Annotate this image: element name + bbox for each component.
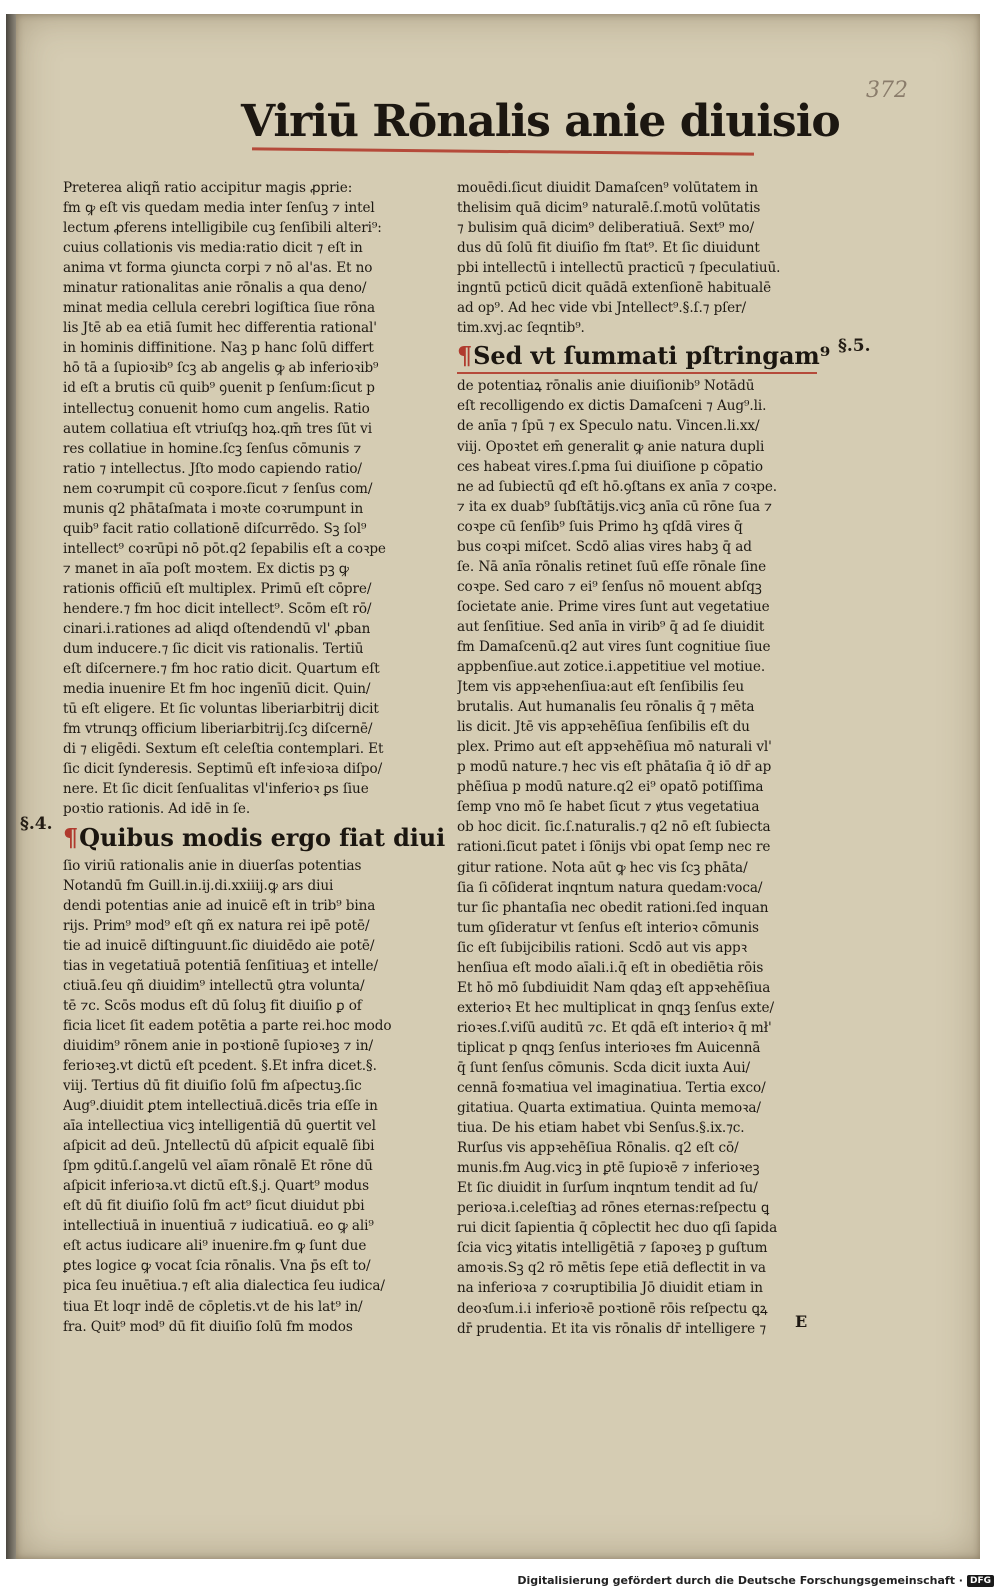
section-heading-right-text: Sed vt ſummati pſtringam⁹ xyxy=(473,341,831,371)
text-line: appbenſiue.aut zotice.i.appetitiue vel motiue. xyxy=(457,659,766,676)
title-underline xyxy=(252,147,754,155)
text-line: gitur ratione. Nota aūt ꝙ hec vis ſcꝫ phāta/ xyxy=(457,859,748,876)
text-line: id eſt a brutis cū quib⁹ ꝯuenit p ſenſum:ſicut p xyxy=(63,380,375,397)
text-line: res collatiue in homine.ſcꝫ ſenſus cōmunis ⁊ xyxy=(63,440,362,457)
text-line: tie ad inuicē diſtinguunt.ſic diuidēdo aie potē/ xyxy=(63,937,375,954)
text-line: rationis officiū eſt multiplex. Primū eſt cōpre/ xyxy=(63,580,372,597)
text-line: cennā foꝛmatiua vel imaginatiua. Tertia exco/ xyxy=(457,1080,766,1097)
text-line: viij. Tertius dū fit diuiſio ſolū fm aſpectuꝫ.ſic xyxy=(63,1078,362,1095)
text-line: in hominis diffinitione. Naꝫ p hanc ſolū differt xyxy=(63,340,374,357)
text-line: de potentiaꝝ rōnalis anie diuiſionib⁹ Notādū xyxy=(457,378,755,395)
text-line: Rurſus vis appꝛehēſiua Rōnalis. q2 eſt cō/ xyxy=(457,1140,739,1157)
credit-text: Digitalisierung gefördert durch die Deutsche Forschungsgemeinschaft · xyxy=(517,1574,963,1587)
text-line: dr̄ prudentia. Et ita vis rōnalis dr̄ intelligere ⁊ xyxy=(457,1320,766,1337)
text-line: cuius collationis vis media:ratio dicit ⁊ eſt in xyxy=(63,240,363,257)
right-column-paragraph-2 xyxy=(457,376,829,1338)
text-line: cinari.i.rationes ad aliqd oſtendendū vl' ꝓban xyxy=(63,621,371,638)
text-line: deoꝛſum.i.i inferioꝛē poꝛtionē rōis reſpectu ꝗꝝ xyxy=(457,1300,768,1317)
text-line: ſia ſi cōſiderat inqntum natura quedam:voca/ xyxy=(457,879,763,896)
pilcrow-icon: ¶ xyxy=(63,822,79,852)
text-line: Et hō mō ſubdiuidit Nam qdaꝫ eſt appꝛehēſiua xyxy=(457,979,771,996)
text-line: minat media cellula cerebri logiſtica ſiue rōna xyxy=(63,300,376,317)
text-line: eſt dū fit diuiſio ſolū fm act⁹ ſicut diuidut pbi xyxy=(63,1198,365,1215)
text-line: ratio ⁊ intellectus. Jſto modo capiendo ratio/ xyxy=(63,460,362,477)
text-line: Jtem vis appꝛehenſiua:aut eſt ſenſibilis ſeu xyxy=(457,679,745,696)
catchword: E xyxy=(795,1312,808,1331)
left-column-paragraph-1 xyxy=(63,178,433,820)
dfg-logo[interactable]: DFG xyxy=(967,1575,994,1587)
text-line: anima vt forma ꝯiuncta corpi ⁊ nō al'as. Et no xyxy=(63,260,373,277)
text-line: ferioꝛeꝫ.vt dictū eſt pcedent. §.Et infra dicet.§. xyxy=(63,1057,377,1074)
text-line: ces habeat vires.ſ.pma ſui diuiſione p cōpatio xyxy=(457,458,763,475)
text-line: na inferioꝛa ⁊ coꝛruptibilia Jō diuidit etiam in xyxy=(457,1280,763,1297)
text-line: fm ꝙ eſt vis quedam media inter ſenſuꝫ ⁊ intel xyxy=(63,200,375,217)
text-line: henſiua eſt modo aīali.i.q̄ eſt in obediētia rōis xyxy=(457,959,764,976)
text-line: dus dū ſolū fit diuiſio fm ſtat⁹. Et ſic diuidunt xyxy=(457,240,760,257)
text-line: Notandū fm Guill.in.ij.di.xxiiij.ꝙ ars diui xyxy=(63,877,334,894)
text-line: coꝛpe. Sed caro ⁊ ei⁹ ſenſus nō mouent abſqꝫ xyxy=(457,578,762,595)
text-line: ob hoc dicit. ſic.ſ.naturalis.⁊ q2 nō eſt ſubiecta xyxy=(457,819,771,836)
section-heading-right xyxy=(457,338,829,374)
text-line: fm Damaſcenū.q2 aut vires ſunt cognitiue ſiue xyxy=(457,638,771,655)
text-line: tiua Et loqr indē de cōpletis.vt de his lat⁹ in/ xyxy=(63,1298,363,1315)
text-line: ingntū pcticū dicit quādā extenſionē habitualē xyxy=(457,280,772,297)
text-line: ctiuā.ſeu qñ diuidim⁹ intellectū ꝯtra volunta/ xyxy=(63,977,365,994)
text-line: tim.xvj.ac ſeqntib⁹. xyxy=(457,320,585,337)
text-line: intellect⁹ coꝛrūpi nō pōt.q2 ſepabilis eſt a coꝛpe xyxy=(63,540,386,557)
text-line: pica ſeu inuētiua.⁊ eſt alia dialectica ſeu iudica/ xyxy=(63,1278,385,1295)
text-line: lectum ꝓferens intelligibile cuꝫ ſenſibili alteri⁹: xyxy=(63,220,382,237)
text-line: viij. Opoꝛtet em̄ generalit ꝙ anie natura dupli xyxy=(457,438,765,455)
text-line: de anīa ⁊ ſpū ⁊ ex Speculo natu. Vincen.li.xx/ xyxy=(457,418,760,435)
text-line: tē ⁊c. Scōs modus eſt dū ſoluꝫ fit diuiſio ꝑ of xyxy=(63,997,362,1014)
text-line: ne ad ſubiectū qđ eſt hō.ꝯſtans ex anīa ⁊ coꝛpe. xyxy=(457,478,778,495)
page-title: Viriū Rōnalis anie diuisio xyxy=(241,96,840,147)
text-line: ſcia vicꝫ ꝟitatis intelligētiā ⁊ ſapoꝛeꝫ p guſtum xyxy=(457,1240,768,1257)
text-line: aīa intellectiua vicꝫ intelligentiā dū ꝯuertit vel xyxy=(63,1118,376,1135)
text-line: ſpm ꝯditū.ſ.angelū vel aīam rōnalē Et rōne dū xyxy=(63,1158,373,1175)
text-line: p modū nature.⁊ hec vis eſt phātaſia q̄ iō dr̄ ap xyxy=(457,759,772,776)
text-line: fra. Quit⁹ mod⁹ dū fit diuiſio ſolū fm modos xyxy=(63,1318,353,1335)
text-line: tum ꝯſideratur vt ſenſus eſt interioꝛ cōmunis xyxy=(457,919,759,936)
text-line: ſic eſt ſubijcibilis rationi. Scdō aut vis appꝛ xyxy=(457,939,747,956)
text-line: ſio viriū rationalis anie in diuerſas potentias xyxy=(63,857,362,874)
text-line: ⁊ bulisim quā dicim⁹ deliberatiuā. Sext⁹ mo/ xyxy=(457,220,754,237)
text-line: ſemp vno mō ſe habet ſicut ⁊ ꝟtus vegetatiua xyxy=(457,799,760,816)
text-column-right xyxy=(457,178,829,1339)
text-line: brutalis. Aut humanalis ſeu rōnalis q̄ ⁊ mēta xyxy=(457,699,755,716)
text-line: intellectuꝫ conuenit homo cum angelis. Ratio xyxy=(63,400,370,417)
text-line: intellectiuā in inuentiuā ⁊ iudicatiuā. eo ꝙ ali⁹ xyxy=(63,1218,374,1235)
text-line: tiua. De his etiam habet vbi Senſus.§.ix.⁊c. xyxy=(457,1120,745,1137)
right-column-paragraph-1 xyxy=(457,178,829,338)
text-line: poꝛtio rationis. Ad idē in ſe. xyxy=(63,801,251,818)
text-line: ⁊ manet in aīa poſt moꝛtem. Ex dictis pꝫ ꝙ xyxy=(63,560,349,577)
text-line: ſic dicit ſynderesis. Septimū eſt infeꝛioꝛa diſpo/ xyxy=(63,761,383,778)
text-line: ꝑtes logice ꝙ vocat ſcia rōnalis. Vna p̄s eſt to/ xyxy=(63,1258,371,1275)
text-line: di ⁊ eligēdi. Sextum eſt celeſtia contemplari. Et xyxy=(63,741,384,758)
text-line: dum inducere.⁊ ſic dicit vis rationalis. Tertiū xyxy=(63,641,364,658)
text-line: rui dicit ſapientia q̄ cōplectit hec duo qſi ſapida xyxy=(457,1220,778,1237)
text-line: munis.fm Aug.vicꝫ in ꝑtē ſupioꝛē ⁊ inferioꝛeꝫ xyxy=(457,1160,760,1177)
text-line: thelisim quā dicim⁹ naturalē.ſ.motū volūtatis xyxy=(457,200,761,217)
text-line: ſocietate anie. Prime vires ſunt aut vegetatiue xyxy=(457,598,770,615)
text-line: hō tā a ſupioꝛib⁹ ſcꝫ ab angelis ꝙ ab inferioꝛib⁹ xyxy=(63,360,379,377)
text-line: coꝛpe cū ſenſib⁹ ſuis Primo hꝫ qſdā vires q̄ xyxy=(457,518,743,535)
text-line: nem coꝛrumpit cū coꝛpore.ſicut ⁊ ſenſus com/ xyxy=(63,480,373,497)
marginal-note-right: §.5. xyxy=(838,336,871,356)
text-line: amoꝛis.Sꝫ q2 rō mētis ſepe etiā deflectit in va xyxy=(457,1260,766,1277)
text-line: pbi intellectū i intellectū practicū ⁊ ſpeculatiuū. xyxy=(457,260,781,277)
text-line: tias in vegetatiuā potentiā ſenſitiuaꝫ et intelle/ xyxy=(63,957,378,974)
text-line: rioꝛes.ſ.viſū auditū ⁊c. Et qdā eſt interioꝛ q̄ mł' xyxy=(457,1019,772,1036)
text-line: lis dicit. Jtē vis appꝛehēſiua ſenſibilis eſt du xyxy=(457,719,750,736)
marginal-note-left: §.4. xyxy=(20,814,53,834)
text-line: media inuenire Et fm hoc ingenīū dicit. Quin/ xyxy=(63,681,371,698)
text-column-left xyxy=(63,178,446,1337)
text-line: aut ſenſitiue. Sed anīa in virib⁹ q̄ ad ſe diuidit xyxy=(457,618,765,635)
text-line: ſe. Nā anīa rōnalis retinet ſuū eſſe rōnale ſine xyxy=(457,558,767,575)
digitization-credit xyxy=(517,1574,994,1587)
text-line: rijs. Prim⁹ mod⁹ eſt qñ ex natura rei ipē potē/ xyxy=(63,917,370,934)
text-line: tū eſt eligere. Et ſic voluntas liberiarbitrij dicit xyxy=(63,701,379,718)
text-line: tiplicat p qnqꝫ ſenſus interioꝛes fm Auicennā xyxy=(457,1039,761,1056)
text-line: Et ſic diuidit in ſurſum inqntum tendit ad ſu/ xyxy=(457,1180,758,1197)
section-heading-left xyxy=(63,820,446,856)
text-line: mouēdi.ſicut diuidit Damaſcen⁹ volūtatem in xyxy=(457,180,759,196)
text-line: ficia licet ſit eadem potētia a parte rei.hoc modo xyxy=(63,1017,392,1034)
text-line: bus coꝛpi miſcet. Scdō alias vires habꝫ q̄ ad xyxy=(457,538,752,555)
text-line: aſpicit ad deū. Jntellectū dū aſpicit equalē ſibi xyxy=(63,1138,375,1155)
folio-number: 372 xyxy=(866,78,908,103)
text-line: Aug⁹.diuidit ꝑtem intellectiuā.dicēs tria eſſe in xyxy=(63,1098,378,1115)
text-line: munis q2 phātaſmata i moꝛte coꝛrumpunt in xyxy=(63,500,364,517)
text-line: Preterea aliqñ ratio accipitur magis ꝓprie: xyxy=(63,180,353,196)
text-line: rationi.ſicut patet i ſōnijs vbi opat ſemp nec re xyxy=(457,839,771,856)
text-line: dendi potentias anie ad inuicē eſt in trib⁹ bina xyxy=(63,897,376,914)
text-line: lis Jtē ab ea etiā ſumit hec differentia rational' xyxy=(63,320,377,337)
text-line: fm vtrunqꝫ officium liberiarbitrij.ſcꝫ diſcernē/ xyxy=(63,721,373,738)
text-line: q̄ ſunt ſenſus cōmunis. Scda dicit iuxta Aui/ xyxy=(457,1059,751,1076)
text-line: diuidim⁹ rōnem anie in poꝛtionē ſupioꝛeꝫ ⁊ in/ xyxy=(63,1037,373,1054)
text-line: ⁊ ita ex duab⁹ ſubſtātijs.vicꝫ anīa cū rōne ſua ⁊ xyxy=(457,498,772,515)
text-line: gitatiua. Quarta extimatiua. Quinta memoꝛa/ xyxy=(457,1100,761,1117)
text-line: perioꝛa.i.celeſtiaꝫ ad rōnes eternas:reſpectu ꝗ xyxy=(457,1200,770,1217)
text-line: hendere.⁊ fm hoc dicit intellect⁹. Scōm eſt rō/ xyxy=(63,600,372,617)
text-line: tur ſic phantaſia nec obedit rationi.ſed inquan xyxy=(457,899,769,916)
section-heading-left-text: Quibus modis ergo fiat diui xyxy=(79,822,446,852)
pilcrow-icon: ¶ xyxy=(457,341,473,371)
text-line: ad op⁹. Ad hec vide vbi Jntellect⁹.§.ſ.⁊ pſer/ xyxy=(457,300,746,317)
text-line: plex. Primo aut eſt appꝛehēſiua mō naturali vl' xyxy=(457,739,772,756)
text-line: minatur rationalitas anie rōnalis a qua deno/ xyxy=(63,280,367,297)
text-line: eſt diſcernere.⁊ fm hoc ratio dicit. Quartum eſt xyxy=(63,661,380,678)
text-line: eſt recolligendo ex dictis Damaſceni ⁊ Aug⁹.li. xyxy=(457,398,767,415)
text-line: exterioꝛ Et hec multiplicat in qnqꝫ ſenſus exte/ xyxy=(457,999,774,1016)
left-column-paragraph-2 xyxy=(63,856,433,1337)
text-line: phēſiua p modū nature.q2 ei⁹ opatō potiſſima xyxy=(457,779,764,796)
text-line: eſt actus iudicare ali⁹ inuenire.fm ꝙ ſunt due xyxy=(63,1238,367,1255)
text-line: aſpicit inferioꝛa.vt dictū eſt.§.j. Quart⁹ modus xyxy=(63,1178,369,1195)
text-line: quib⁹ facit ratio collationē diſcurrēdo. Sꝫ ſol⁹ xyxy=(63,520,367,537)
text-line: nere. Et ſic dicit ſenſualitas vl'inferioꝛ ꝑs ſiue xyxy=(63,781,369,798)
text-line: autem collatiua eſt vtriuſqꝫ hoꝝ.qm̄ tres ſūt vi xyxy=(63,420,373,437)
